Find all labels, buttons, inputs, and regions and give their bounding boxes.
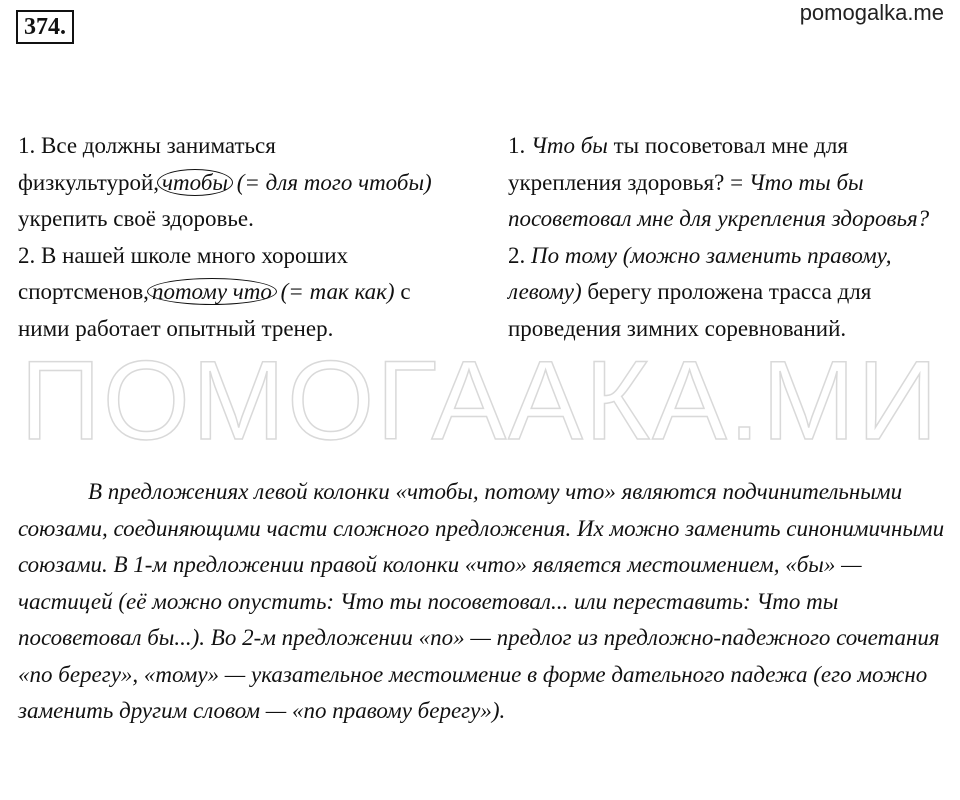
left-sentence-1-number: 1.	[18, 133, 36, 158]
left-sentence-1-synonym: (= для того чтобы)	[236, 169, 432, 195]
left-column	[18, 128, 448, 347]
left-sentence-2	[18, 238, 448, 348]
right-sentence-1-number: 1.	[508, 133, 526, 158]
left-sentence-2-synonym: (= так как)	[280, 279, 395, 304]
left-sentence-1-part-a: Все должны заниматься физкультурой,	[18, 133, 276, 195]
left-sentence-1-part-b: укрепить своё здоровье.	[18, 206, 254, 231]
right-sentence-2-number: 2.	[508, 242, 526, 268]
site-name: pomogalka.me	[799, 0, 944, 25]
conjunction-potomu-chto: потому что	[147, 278, 277, 305]
explanation-paragraph: В предложениях левой колонки «чтобы, потому что» являются подчинительными союзами, соединяющими части сложного предложения. Их можно заменить синонимичными союзами. В 1-м предложении правой колонки «что» является местоимением, «бы» — частицей (её можно опустить: Что ты посоветовал... или переставить: Что ты посоветовал бы...). Во 2-м предложении «по» — предлог из предложно-падежного сочетания «по берегу», «тому» — указательное местоимение в форме дательного падежа (его можно заменить другим словом — «по правому берегу»).	[18, 479, 945, 723]
right-sentence-1-part-c: Что ты бы посоветовал мне для укрепления здоровья?	[508, 169, 930, 231]
right-sentence-1-part-a: Что бы	[531, 133, 608, 158]
left-sentence-2-number: 2.	[18, 242, 36, 268]
right-column	[508, 128, 948, 347]
exercise-number: 374.	[16, 10, 74, 44]
left-sentence-1	[18, 128, 448, 238]
right-sentence-1	[508, 128, 948, 238]
right-sentence-2-part-a: По тому (можно заменить правому, левому)	[508, 242, 892, 304]
left-sentence-2-part-b: с ними работает опытный тренер.	[18, 279, 411, 341]
conjunction-chtoby: чтобы	[157, 169, 233, 196]
right-sentence-2-part-b: берегу проложена трасса для проведения зимних соревнований.	[508, 279, 872, 341]
left-sentence-2-part-a: В нашей школе много хороших спортсменов,	[18, 242, 349, 304]
right-sentence-1-part-b: ты посоветовал мне для укрепления здоровья? =	[508, 133, 848, 195]
right-sentence-2	[508, 238, 948, 348]
watermark-text: ПОМОГААКА.МИ	[20, 338, 940, 463]
